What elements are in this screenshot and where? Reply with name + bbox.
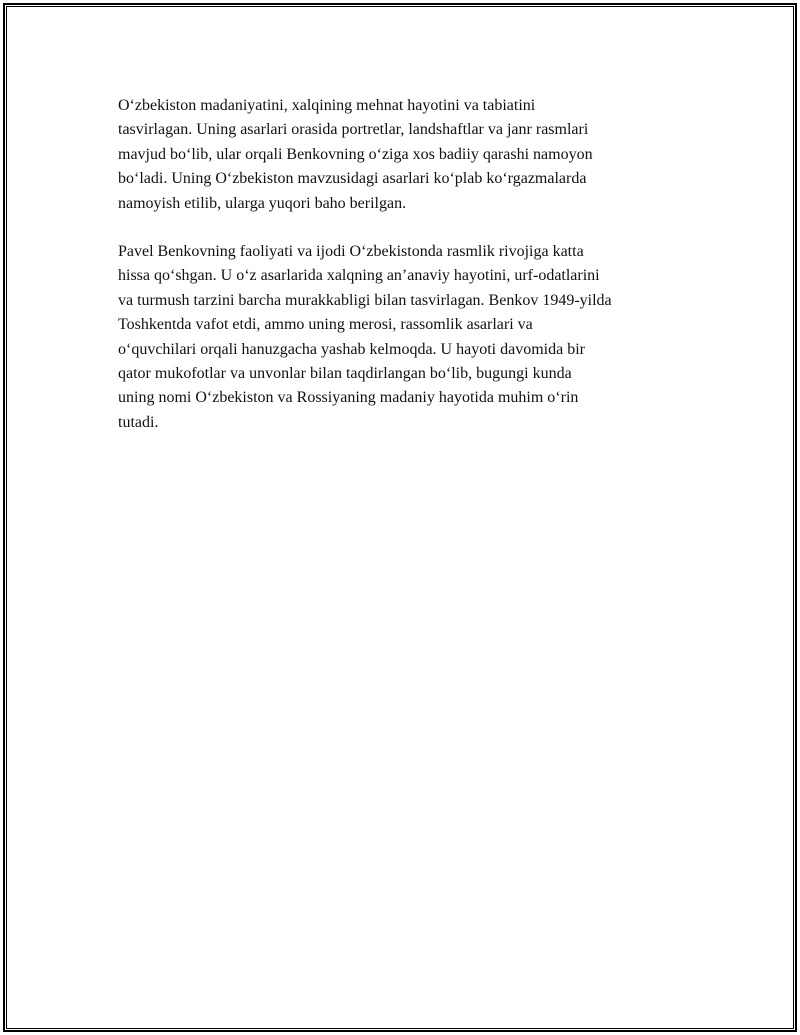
text-line: Toshkentda vafot etdi, ammo uning merosi, rassomlik asarlari va	[118, 316, 533, 334]
text-line: namoyish etilib, ularga yuqori baho berilgan.	[118, 194, 407, 212]
text-line: hissa qo‘shgan. U o‘z asarlarida xalqning an’anaviy hayotini, urf-odatlarini	[118, 267, 600, 285]
paragraph-1	[118, 94, 708, 216]
text-line: uning nomi O‘zbekiston va Rossiyaning madaniy hayotida muhim o‘rin	[118, 389, 579, 407]
text-line: va turmush tarzini barcha murakkabligi bilan tasvirlagan. Benkov 1949-yilda	[118, 291, 612, 309]
text-line: tutadi.	[118, 413, 159, 431]
text-line: O‘zbekiston madaniyatini, xalqining mehnat hayotini va tabiatini	[118, 97, 536, 114]
text-line: tasvirlagan. Uning asarlari orasida portretlar, landshaftlar va janr rasmlari	[118, 121, 589, 139]
text-line: qator mukofotlar va unvonlar bilan taqdirlangan bo‘lib, bugungi kunda	[118, 365, 572, 383]
text-line: mavjud bo‘lib, ular orqali Benkovning o‘ziga xos badiiy qarashi namoyon	[118, 145, 593, 163]
text-line: Pavel Benkovning faoliyati va ijodi O‘zbekistonda rasmlik rivojiga katta	[118, 243, 584, 261]
paragraph-2	[118, 240, 708, 435]
document-body	[118, 94, 708, 459]
text-line: o‘quvchilari orqali hanuzgacha yashab kelmoqda. U hayoti davomida bir	[118, 340, 585, 358]
text-line: bo‘ladi. Uning O‘zbekiston mavzusidagi asarlari ko‘plab ko‘rgazmalarda	[118, 170, 587, 188]
